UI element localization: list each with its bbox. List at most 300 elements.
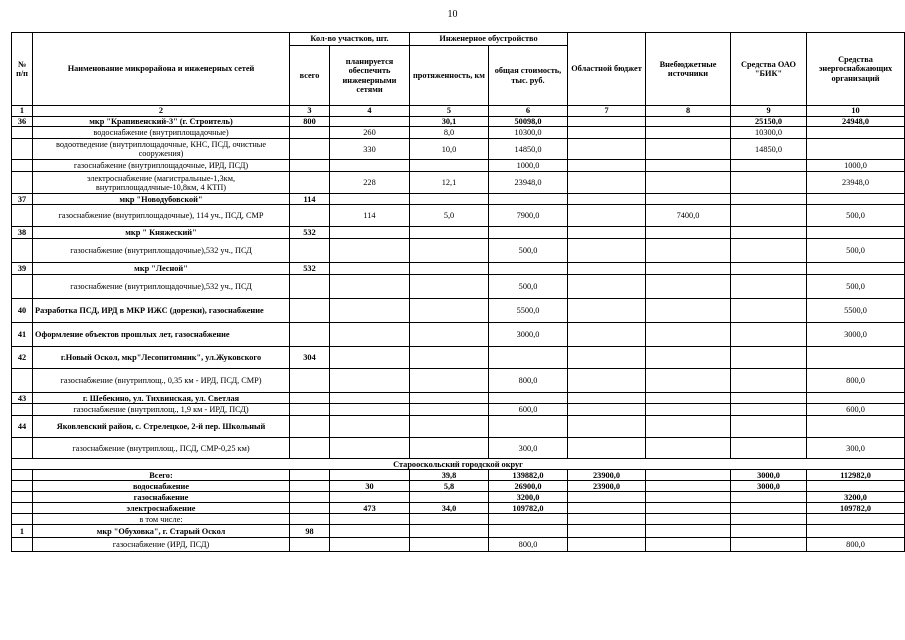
cell-planned: [330, 393, 410, 404]
row-name: Яковлевский район, с. Стрелецкое, 2-й пер. Школьный: [33, 416, 290, 438]
column-number: 7: [568, 106, 646, 117]
cell-extra: [646, 470, 731, 481]
cell-energy: 112982,0: [807, 470, 905, 481]
cell-regional: [568, 299, 646, 323]
row-name: мкр "Новодубовской": [33, 194, 290, 205]
row-number: [12, 139, 33, 160]
cell-planned: [330, 416, 410, 438]
cell-planned: 473: [330, 503, 410, 514]
table-header: [12, 33, 905, 106]
cell-total: [290, 127, 330, 139]
table-row-item: [12, 172, 905, 194]
cell-length: 39,8: [410, 470, 489, 481]
table-row-object: [12, 525, 905, 538]
cell-length: 34,0: [410, 503, 489, 514]
page-number: 10: [447, 9, 458, 20]
cell-extra: [646, 416, 731, 438]
cell-energy: [807, 416, 905, 438]
cell-bik: [731, 263, 807, 275]
header-extra: Внебюджетные источники: [646, 33, 731, 106]
cell-planned: 330: [330, 139, 410, 160]
cell-energy: 3200,0: [807, 492, 905, 503]
row-number: [12, 160, 33, 172]
cell-regional: [568, 492, 646, 503]
cell-extra: [646, 393, 731, 404]
section-title: Старооскольский городской округ: [12, 459, 905, 470]
summary-row: [12, 470, 905, 481]
cell-bik: [731, 525, 807, 538]
cell-total: 532: [290, 227, 330, 239]
cell-total: [290, 275, 330, 299]
header-cost: общая стоимость, тыс. руб.: [489, 46, 568, 106]
header-eng-group: Инженерное обустройство: [410, 33, 568, 46]
row-number: 44: [12, 416, 33, 438]
cell-cost: 23948,0: [489, 172, 568, 194]
cell-extra: [646, 160, 731, 172]
cell-extra: [646, 194, 731, 205]
table-row-item: [12, 127, 905, 139]
cell-regional: [568, 127, 646, 139]
cell-planned: [330, 470, 410, 481]
cell-energy: 109782,0: [807, 503, 905, 514]
cell-length: [410, 347, 489, 369]
cell-cost: 3200,0: [489, 492, 568, 503]
row-name: газоснабжение (внутриплощадочные),532 уч., ПСД: [33, 239, 290, 263]
cell-regional: [568, 369, 646, 393]
summary-row: [12, 503, 905, 514]
cell-extra: [646, 275, 731, 299]
cell-bik: [731, 194, 807, 205]
cell-energy: [807, 481, 905, 492]
cell-energy: 500,0: [807, 205, 905, 227]
header-total: всего: [290, 46, 330, 106]
table-row-item: [12, 369, 905, 393]
cell-extra: [646, 117, 731, 127]
table-row-item: [12, 239, 905, 263]
cell-energy: 300,0: [807, 438, 905, 459]
column-number: 8: [646, 106, 731, 117]
empty-cell: [489, 514, 568, 525]
column-number: 10: [807, 106, 905, 117]
empty-cell: [410, 514, 489, 525]
cell-bik: [731, 404, 807, 416]
cell-extra: [646, 139, 731, 160]
cell-total: [290, 205, 330, 227]
cell-cost: 600,0: [489, 404, 568, 416]
cell-bik: [731, 538, 807, 552]
cell-length: [410, 275, 489, 299]
empty-cell: [731, 514, 807, 525]
cell-extra: [646, 263, 731, 275]
cell-regional: [568, 139, 646, 160]
cell-planned: [330, 299, 410, 323]
column-number: 6: [489, 106, 568, 117]
cell-planned: [330, 160, 410, 172]
row-name: водоотведение (внутриплощадочные, КНС, ПСД, очистные сооружения): [33, 139, 290, 160]
cell-total: [290, 470, 330, 481]
cell-planned: 30: [330, 481, 410, 492]
cell-bik: [731, 393, 807, 404]
summary-row: [12, 492, 905, 503]
cell-total: [290, 172, 330, 194]
cell-regional: [568, 117, 646, 127]
cell-cost: 300,0: [489, 438, 568, 459]
cell-energy: 23948,0: [807, 172, 905, 194]
table-row-object: [12, 347, 905, 369]
cell-length: 10,0: [410, 139, 489, 160]
row-number: [12, 470, 33, 481]
row-name: газоснабжение (внутриплощ., 1,9 км - ИРД, ПСД): [33, 404, 290, 416]
cell-extra: [646, 438, 731, 459]
cell-extra: [646, 299, 731, 323]
cell-bik: [731, 205, 807, 227]
cell-length: [410, 438, 489, 459]
cell-planned: [330, 347, 410, 369]
table-row-object: [12, 263, 905, 275]
header-count-group: Кол-во участков, шт.: [290, 33, 410, 46]
header-bik: Средства ОАО "БИК": [731, 33, 807, 106]
cell-extra: [646, 525, 731, 538]
row-number: [12, 514, 33, 525]
cell-cost: 800,0: [489, 369, 568, 393]
row-name: г.Новый Оскол, мкр"Лесопитомник", ул.Жуковского: [33, 347, 290, 369]
cell-regional: [568, 160, 646, 172]
row-number: [12, 239, 33, 263]
cell-total: 98: [290, 525, 330, 538]
table-row-item: [12, 538, 905, 552]
cell-cost: [489, 393, 568, 404]
cell-length: [410, 492, 489, 503]
table-body: [12, 106, 905, 552]
row-number: [12, 275, 33, 299]
cell-total: [290, 239, 330, 263]
cell-planned: [330, 538, 410, 552]
row-name: газоснабжение (ИРД, ПСД): [33, 538, 290, 552]
row-number: [12, 438, 33, 459]
cell-cost: 500,0: [489, 239, 568, 263]
cell-total: [290, 503, 330, 514]
cell-energy: 800,0: [807, 538, 905, 552]
cell-cost: [489, 416, 568, 438]
cell-regional: [568, 347, 646, 369]
cell-extra: [646, 239, 731, 263]
cell-length: [410, 194, 489, 205]
cell-bik: [731, 323, 807, 347]
row-number: 42: [12, 347, 33, 369]
cell-bik: [731, 438, 807, 459]
summary-row: [12, 481, 905, 492]
cell-cost: [489, 347, 568, 369]
cell-planned: [330, 323, 410, 347]
row-number: 37: [12, 194, 33, 205]
empty-cell: [807, 514, 905, 525]
cell-regional: [568, 416, 646, 438]
cell-total: [290, 299, 330, 323]
cell-total: [290, 416, 330, 438]
cell-total: 532: [290, 263, 330, 275]
column-number: 2: [33, 106, 290, 117]
header-energy: Средства энергоснабжающих организаций: [807, 33, 905, 106]
empty-cell: [330, 514, 410, 525]
row-name: Разработка ПСД, ИРД в МКР ИЖС (дорезки), газоснабжение: [33, 299, 290, 323]
cell-length: [410, 404, 489, 416]
cell-regional: [568, 438, 646, 459]
header-name: Наименование микрорайона и инженерных сетей: [33, 33, 290, 106]
row-name: газоснабжение (внутриплощ., 0,35 км - ИРД, ПСД, СМР): [33, 369, 290, 393]
cell-total: [290, 481, 330, 492]
row-name: газоснабжение (внутриплощадочные), 114 уч., ПСД, СМР: [33, 205, 290, 227]
table-row-item: [12, 160, 905, 172]
table-row-item: [12, 205, 905, 227]
cell-planned: [330, 117, 410, 127]
cell-planned: [330, 404, 410, 416]
section-row: [12, 459, 905, 470]
table-row-item: [12, 404, 905, 416]
cell-length: [410, 416, 489, 438]
row-name: мкр "Обуховка", г. Старый Оскол: [33, 525, 290, 538]
row-name: мкр "Крапивенский-3" (г. Строитель): [33, 117, 290, 127]
cell-cost: 3000,0: [489, 323, 568, 347]
cell-extra: [646, 404, 731, 416]
cell-planned: [330, 227, 410, 239]
cell-extra: [646, 492, 731, 503]
table-row-object: [12, 323, 905, 347]
empty-cell: [290, 514, 330, 525]
cell-bik: 25150,0: [731, 117, 807, 127]
cell-regional: [568, 393, 646, 404]
cell-bik: [731, 275, 807, 299]
cell-energy: 1000,0: [807, 160, 905, 172]
cell-bik: [731, 347, 807, 369]
cell-total: 304: [290, 347, 330, 369]
row-number: 38: [12, 227, 33, 239]
cell-regional: [568, 239, 646, 263]
row-number: [12, 538, 33, 552]
row-name: водоснабжение (внутриплощадочные): [33, 127, 290, 139]
cell-planned: [330, 263, 410, 275]
cell-cost: 5500,0: [489, 299, 568, 323]
cell-extra: [646, 538, 731, 552]
summary-name: газоснабжение: [33, 492, 290, 503]
cell-regional: 23900,0: [568, 481, 646, 492]
cell-bik: 14850,0: [731, 139, 807, 160]
cell-energy: [807, 263, 905, 275]
cell-cost: 7900,0: [489, 205, 568, 227]
row-number: 39: [12, 263, 33, 275]
column-number: 5: [410, 106, 489, 117]
cell-cost: 26900,0: [489, 481, 568, 492]
table-row-item: [12, 275, 905, 299]
table-row-object: [12, 393, 905, 404]
cell-cost: 500,0: [489, 275, 568, 299]
row-name: мкр "Лесной": [33, 263, 290, 275]
summary-name: электроснабжение: [33, 503, 290, 514]
cell-total: [290, 160, 330, 172]
cell-extra: [646, 503, 731, 514]
cell-energy: 500,0: [807, 275, 905, 299]
summary-name: Всего:: [33, 470, 290, 481]
investment-table: [11, 32, 905, 552]
cell-length: 12,1: [410, 172, 489, 194]
cell-extra: [646, 227, 731, 239]
cell-bik: [731, 160, 807, 172]
cell-extra: [646, 127, 731, 139]
empty-cell: [568, 514, 646, 525]
header-planned: планируется обеспечить инженерными сетями: [330, 46, 410, 106]
cell-total: [290, 438, 330, 459]
cell-bik: 10300,0: [731, 127, 807, 139]
cell-length: [410, 369, 489, 393]
cell-regional: [568, 538, 646, 552]
row-number: [12, 481, 33, 492]
cell-extra: 7400,0: [646, 205, 731, 227]
cell-total: 800: [290, 117, 330, 127]
row-number: 40: [12, 299, 33, 323]
row-number: [12, 492, 33, 503]
cell-extra: [646, 369, 731, 393]
cell-planned: [330, 438, 410, 459]
cell-planned: [330, 239, 410, 263]
cell-bik: [731, 172, 807, 194]
cell-length: 5,8: [410, 481, 489, 492]
row-number: [12, 404, 33, 416]
cell-regional: [568, 172, 646, 194]
cell-planned: [330, 275, 410, 299]
cell-length: [410, 263, 489, 275]
cell-extra: [646, 481, 731, 492]
cell-bik: [731, 227, 807, 239]
cell-bik: [731, 369, 807, 393]
row-number: 41: [12, 323, 33, 347]
cell-energy: 600,0: [807, 404, 905, 416]
cell-cost: 50098,0: [489, 117, 568, 127]
cell-energy: 5500,0: [807, 299, 905, 323]
cell-planned: 228: [330, 172, 410, 194]
cell-planned: [330, 194, 410, 205]
cell-length: [410, 299, 489, 323]
cell-regional: [568, 205, 646, 227]
cell-bik: [731, 299, 807, 323]
cell-cost: [489, 525, 568, 538]
cell-bik: 3000,0: [731, 481, 807, 492]
row-number: [12, 205, 33, 227]
cell-energy: 500,0: [807, 239, 905, 263]
cell-planned: [330, 525, 410, 538]
cell-length: [410, 227, 489, 239]
table-row-object: [12, 299, 905, 323]
cell-total: [290, 404, 330, 416]
row-name: электроснабжение (магистральные-1,3км, внутриплощадлчные-10,8км, 4 КТП): [33, 172, 290, 194]
cell-cost: 10300,0: [489, 127, 568, 139]
cell-total: [290, 492, 330, 503]
cell-cost: 14850,0: [489, 139, 568, 160]
cell-total: [290, 139, 330, 160]
cell-energy: 800,0: [807, 369, 905, 393]
table-row-object: [12, 416, 905, 438]
cell-bik: 3000,0: [731, 470, 807, 481]
cell-cost: 109782,0: [489, 503, 568, 514]
header-regional: Областной бюджет: [568, 33, 646, 106]
table-row-object: [12, 227, 905, 239]
cell-extra: [646, 347, 731, 369]
cell-regional: [568, 404, 646, 416]
row-name: газоснабжение (внутриплощадочные, ИРД, ПСД): [33, 160, 290, 172]
including-label: в том числе:: [33, 514, 290, 525]
cell-bik: [731, 416, 807, 438]
cell-energy: [807, 194, 905, 205]
cell-total: [290, 369, 330, 393]
cell-total: [290, 323, 330, 347]
cell-length: [410, 323, 489, 347]
row-name: г. Шебекино, ул. Тихвинская, ул. Светлая: [33, 393, 290, 404]
cell-total: 114: [290, 194, 330, 205]
cell-energy: [807, 127, 905, 139]
table-row-item: [12, 139, 905, 160]
cell-regional: [568, 227, 646, 239]
cell-regional: [568, 263, 646, 275]
row-name: газоснабжение (внутриплощадочные),532 уч., ПСД: [33, 275, 290, 299]
cell-cost: 1000,0: [489, 160, 568, 172]
row-name: мкр " Княжеский": [33, 227, 290, 239]
row-name: газоснабжение (внутриплощ., ПСД, СМР-0,25 км): [33, 438, 290, 459]
cell-bik: [731, 492, 807, 503]
cell-length: 5,0: [410, 205, 489, 227]
column-number: 4: [330, 106, 410, 117]
cell-energy: [807, 139, 905, 160]
cell-planned: [330, 492, 410, 503]
cell-bik: [731, 239, 807, 263]
cell-regional: 23900,0: [568, 470, 646, 481]
cell-cost: 139882,0: [489, 470, 568, 481]
header-length: протяженность, км: [410, 46, 489, 106]
cell-energy: 24948,0: [807, 117, 905, 127]
cell-total: [290, 393, 330, 404]
column-number: 1: [12, 106, 33, 117]
cell-planned: [330, 369, 410, 393]
cell-length: 8,0: [410, 127, 489, 139]
column-number-row: [12, 106, 905, 117]
cell-regional: [568, 323, 646, 347]
cell-energy: [807, 347, 905, 369]
cell-length: [410, 538, 489, 552]
cell-bik: [731, 503, 807, 514]
row-number: 1: [12, 525, 33, 538]
cell-planned: 260: [330, 127, 410, 139]
cell-cost: [489, 263, 568, 275]
cell-energy: [807, 525, 905, 538]
cell-cost: [489, 227, 568, 239]
table-row-item: [12, 438, 905, 459]
including-row: [12, 514, 905, 525]
row-name: Оформление объектов прошлых лет, газоснабжение: [33, 323, 290, 347]
row-number: 36: [12, 117, 33, 127]
row-number: [12, 369, 33, 393]
summary-name: водоснабжение: [33, 481, 290, 492]
cell-cost: 800,0: [489, 538, 568, 552]
header-no: № п/п: [12, 33, 33, 106]
column-number: 3: [290, 106, 330, 117]
cell-planned: 114: [330, 205, 410, 227]
cell-length: [410, 393, 489, 404]
cell-regional: [568, 503, 646, 514]
table-row-object: [12, 117, 905, 127]
row-number: 43: [12, 393, 33, 404]
cell-energy: [807, 393, 905, 404]
cell-length: [410, 525, 489, 538]
cell-regional: [568, 194, 646, 205]
row-number: [12, 172, 33, 194]
cell-extra: [646, 323, 731, 347]
